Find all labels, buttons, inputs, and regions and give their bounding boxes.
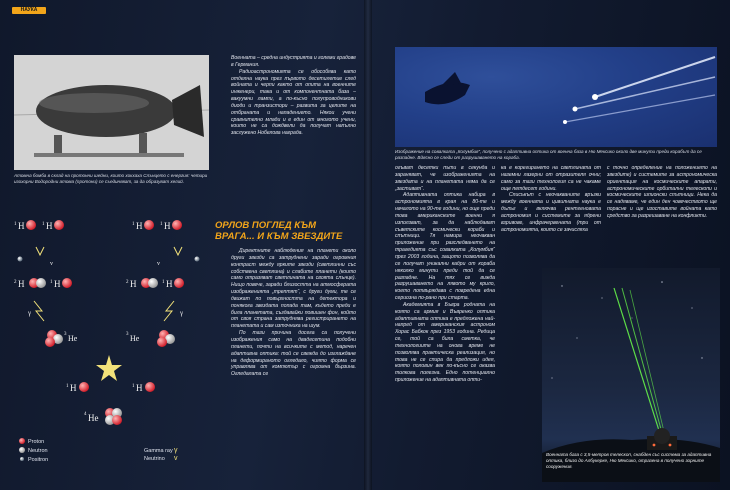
svg-text:3: 3 [126,332,129,337]
col1-paragraph-1: огъват десетки пъти в секунда и зараняват, че изображенията на звездата и на планетата няма да се „застиват“. [395,165,495,192]
deuterium-left [14,278,72,289]
svg-text:H: H [70,383,77,393]
svg-text:H: H [136,383,143,393]
helium4 [84,408,122,425]
col3-paragraph-1: с точно определение на положението на звездите) и системите за астрономическа ориентация на космическите апарати, астрономическите орбитални телескопи и космическите шпионски спътници. Нека да се надяваме, че един ден човечеството ще порасне и ще изоставите войната като средство за разрешаване на конфликти. [607,165,717,219]
section-heading: ОРЛОВ ПОГЛЕД КЪМ ВРАГА... И КЪМ ЗВЕЗДИТЕ [215,220,343,242]
svg-text:H: H [18,279,25,289]
svg-text:1: 1 [132,384,135,389]
svg-text:v: v [50,261,53,267]
legend-proton: Proton [28,439,45,445]
col1-paragraph-3: Академията в Бъвра родната на която са армия и Въвренко оптика адаптивната оптика е предложена най-напред от американския астроном Хорас Бабкок през 1953 година. Редица се, той са била сметка, че технологиите на онова време не позволява практическа реализация, но това не се спира да предложи идея, която половин век по-късно се оказва толкова полезна. Едно потенциално приложение на адаптивната опти- [395,301,495,384]
svg-text:He: He [88,413,99,423]
right-column-3 [607,165,717,220]
section-tag: НАУКА [12,7,46,14]
svg-text:H: H [136,221,143,231]
svg-text:H: H [166,279,173,289]
svg-text:H: H [54,279,61,289]
helium3-left [45,330,78,347]
body-paragraph-1: Директните наблюдения на планети около други звезди са затруднени заради огромния контраст между ярките звезди (светлинни със собствена светлина) и слабите планети (които само отразяват светлината на своята слънце). Нищо повече, заради близостта на атмосферата изображенията „трептят“, с други думи, те се движат по повърхността на детектора и понякога звездата попада там, където преди е била планетата, създавайки повишен фон, който от своя страна затруднява регистрирането на планетата и сам източника на шум. [231,248,356,330]
col2-paragraph-2: Списъкът с неочакваните връзки между военната и цивилната наука е дълъг и включва рентгеновата астрономия и системите за ядрени взривове, инфрачервената (три от астрономията, които се зачисляха [501,192,601,233]
gamma-ray-left [27,301,44,321]
svg-text:1: 1 [160,222,163,227]
svg-text:γ: γ [180,309,184,317]
svg-text:He: He [68,334,78,343]
positron-emission-left [18,247,54,267]
left-body-text [231,248,356,378]
telescope-photo-caption: Военната база с 3,5-метров телескоп, снабден със система за адаптивна оптика, близо до Албукерке, Ню Мексико, отразена в получено зорните сооружения. [546,452,712,470]
legend-neutron: Neutron [28,448,48,454]
intro-paragraph-1: Военната – средна индустрията и големи градове в Германия. [231,55,356,68]
body-paragraph-2: По тази причина досега са получени изображения само на двадесетина подобни планети, почти на всичките с метод, наречен адаптивна оптика: той се свежда до изглаждане на деформираното огледало, чиято форма се управлява от компютър с огромна бързина. Огледалата се [231,330,356,378]
svg-text:3: 3 [64,332,67,337]
shuttle-columbia-photo [395,47,717,147]
svg-text:H: H [18,221,25,231]
legend-neutrino: Neutrino [144,456,165,462]
atomic-bomb-photo [14,55,209,170]
svg-text:γ: γ [28,309,32,317]
svg-text:2: 2 [126,280,129,285]
svg-text:1: 1 [42,222,45,227]
svg-text:4: 4 [84,412,87,417]
positron-emission-right [157,247,200,267]
legend-positron: Positron [28,457,49,463]
svg-text:1: 1 [66,384,69,389]
legend-gamma: Gamma ray [144,448,173,454]
svg-text:v: v [157,261,160,267]
telescope-illustration [542,268,720,482]
svg-text:H: H [164,221,171,231]
svg-text:He: He [130,334,140,343]
hydrogen-pair-left [14,220,64,231]
deuterium-right [126,278,184,289]
hydrogen-pair-right [132,220,182,231]
svg-text:1: 1 [132,222,135,227]
shuttle-photo-caption: Изображение на совалката „Колумбия“, получено с адаптивна оптика от военна база в Ню Мексико около две минути преди корабът да се разпадне. Вдясно се следи от разрушаването на кораба. [395,149,702,161]
svg-text:1: 1 [14,222,17,227]
svg-text:H: H [46,221,53,231]
fusion-star [96,355,122,381]
gamma-ray-right [164,301,183,321]
proton-proton-chain-diagram [14,205,204,480]
col1-paragraph-2: Адаптивната оптика набира в астрономията в края на 80-те и началото на 90-те години, но още преди това американските военни я използват, за да наблюдават съветските космически кораби и спътници. Тя намира неочакван приложение при разследването на трагедията със совалката „Колумбия“ през 2003 година, защото позволява да се получат уникални кадри от кораба няколко минути преди той да се разпадне. На тях се вижда разрушаването на лявото му крило, което потвърждава с повредена една сериозна по-рано при старта. [395,192,495,302]
legend-gamma-symbol: γ [174,447,178,454]
legend-neutrino-symbol: v [174,455,178,462]
svg-text:H: H [130,279,137,289]
svg-text:2: 2 [14,280,17,285]
page-gutter [364,0,372,490]
bomb-illustration [14,55,209,170]
svg-text:1: 1 [162,280,165,285]
telescope-laser-photo [542,268,720,482]
bomb-photo-caption: Атомна бомба в склад на протонни шейни, които хокхаха Слънцето с енергия: четири изохорни Водородни атома (протони) се съединяват, за да образуват хелий. [14,173,208,185]
col2-paragraph-1: ка е корегирането на светлината от наземни лазерни от отразителя очни; само за тази технология са не чакаме още петдесет години. [501,165,601,192]
right-column-1 [395,165,495,384]
left-intro-text [231,55,356,137]
shuttle-illustration [395,47,717,147]
diagram-legend [19,438,178,463]
intro-paragraph-2: Радиоастрономията се обособява като отделна наука през първото десетилетие след войната и черпи както от опита на военните инженери, така и от компонентната база – вакуумни лампи, а по-късно полупроводникови диоди и транзистори – развита за целите на отбраната и нападението. Някои учени сравнително млади и е един от многото учени, които не са дождвели да получат напълно заслужено Нобелова награда. [231,68,356,137]
helium3-right [126,330,175,347]
released-hydrogen [66,382,155,393]
right-column-2 [501,165,601,233]
svg-text:1: 1 [50,280,53,285]
